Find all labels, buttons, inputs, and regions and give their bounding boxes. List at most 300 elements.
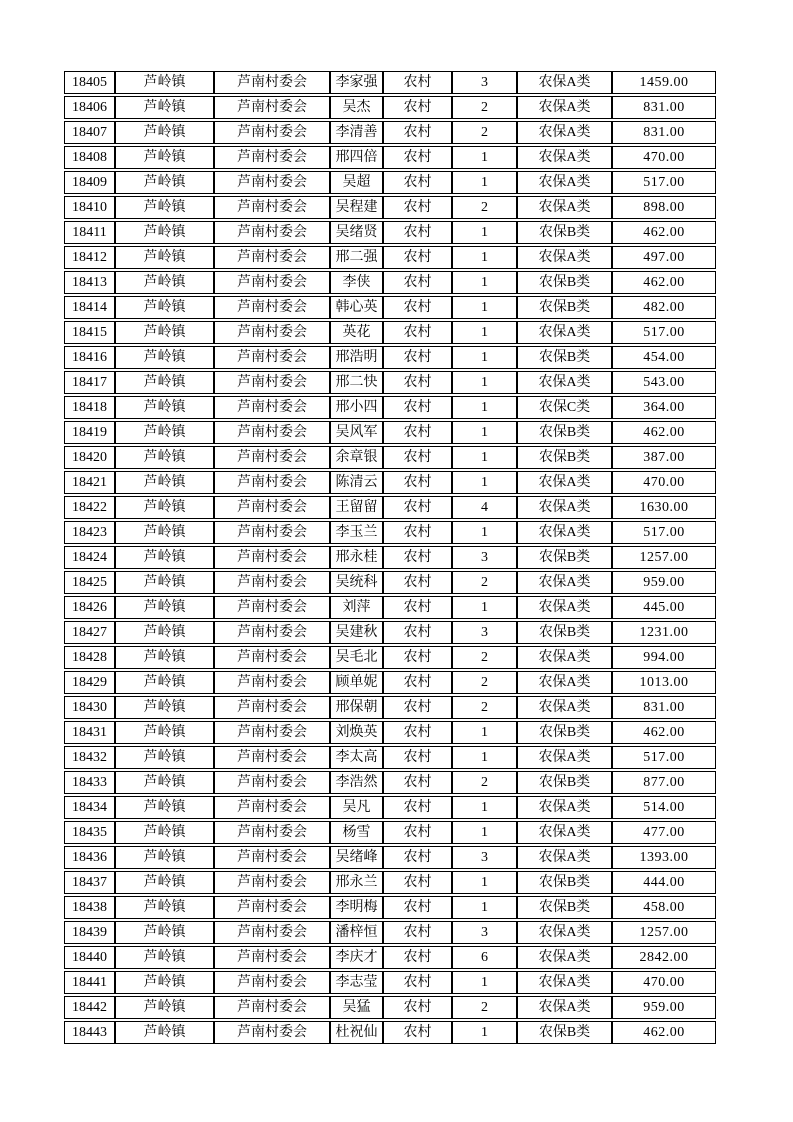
table-row bbox=[64, 221, 716, 244]
cell-person-count: 2 bbox=[452, 671, 517, 694]
cell-town: 芦岭镇 bbox=[115, 321, 214, 344]
cell-amount: 458.00 bbox=[612, 896, 716, 919]
cell-person-count: 3 bbox=[452, 846, 517, 869]
cell-town: 芦岭镇 bbox=[115, 571, 214, 594]
cell-insurance-category: 农保B类 bbox=[517, 271, 612, 294]
cell-person-name: 刘萍 bbox=[330, 596, 383, 619]
cell-record-id: 18416 bbox=[64, 346, 115, 369]
cell-amount: 462.00 bbox=[612, 721, 716, 744]
cell-insurance-category: 农保A类 bbox=[517, 746, 612, 769]
cell-residence-type: 农村 bbox=[383, 846, 452, 869]
cell-residence-type: 农村 bbox=[383, 146, 452, 169]
cell-person-count: 1 bbox=[452, 421, 517, 444]
cell-person-count: 1 bbox=[452, 1021, 517, 1044]
table-row bbox=[64, 421, 716, 444]
cell-person-name: 李庆才 bbox=[330, 946, 383, 969]
cell-town: 芦岭镇 bbox=[115, 696, 214, 719]
table-row bbox=[64, 771, 716, 794]
cell-insurance-category: 农保B类 bbox=[517, 221, 612, 244]
cell-residence-type: 农村 bbox=[383, 421, 452, 444]
cell-residence-type: 农村 bbox=[383, 946, 452, 969]
cell-insurance-category: 农保A类 bbox=[517, 971, 612, 994]
cell-person-name: 吴猛 bbox=[330, 996, 383, 1019]
cell-insurance-category: 农保B类 bbox=[517, 346, 612, 369]
cell-village-committee: 芦南村委会 bbox=[214, 296, 330, 319]
cell-village-committee: 芦南村委会 bbox=[214, 796, 330, 819]
cell-insurance-category: 农保C类 bbox=[517, 396, 612, 419]
cell-village-committee: 芦南村委会 bbox=[214, 671, 330, 694]
table-row bbox=[64, 821, 716, 844]
cell-village-committee: 芦南村委会 bbox=[214, 1021, 330, 1044]
cell-village-committee: 芦南村委会 bbox=[214, 871, 330, 894]
cell-insurance-category: 农保A类 bbox=[517, 921, 612, 944]
cell-amount: 477.00 bbox=[612, 821, 716, 844]
cell-village-committee: 芦南村委会 bbox=[214, 696, 330, 719]
cell-amount: 898.00 bbox=[612, 196, 716, 219]
table-row bbox=[64, 96, 716, 119]
cell-town: 芦岭镇 bbox=[115, 221, 214, 244]
cell-person-name: 李太高 bbox=[330, 746, 383, 769]
cell-person-name: 吴建秋 bbox=[330, 621, 383, 644]
cell-village-committee: 芦南村委会 bbox=[214, 496, 330, 519]
table-row bbox=[64, 171, 716, 194]
table-row bbox=[64, 546, 716, 569]
cell-insurance-category: 农保A类 bbox=[517, 671, 612, 694]
cell-residence-type: 农村 bbox=[383, 796, 452, 819]
cell-amount: 1257.00 bbox=[612, 546, 716, 569]
cell-insurance-category: 农保A类 bbox=[517, 996, 612, 1019]
cell-person-count: 1 bbox=[452, 321, 517, 344]
cell-amount: 959.00 bbox=[612, 571, 716, 594]
cell-person-count: 1 bbox=[452, 596, 517, 619]
cell-amount: 2842.00 bbox=[612, 946, 716, 969]
cell-residence-type: 农村 bbox=[383, 996, 452, 1019]
cell-person-count: 1 bbox=[452, 896, 517, 919]
cell-person-count: 2 bbox=[452, 121, 517, 144]
cell-insurance-category: 农保A类 bbox=[517, 171, 612, 194]
table-row bbox=[64, 446, 716, 469]
cell-person-count: 2 bbox=[452, 996, 517, 1019]
cell-person-count: 2 bbox=[452, 646, 517, 669]
cell-amount: 1231.00 bbox=[612, 621, 716, 644]
cell-record-id: 18405 bbox=[64, 71, 115, 94]
cell-residence-type: 农村 bbox=[383, 396, 452, 419]
cell-record-id: 18422 bbox=[64, 496, 115, 519]
cell-village-committee: 芦南村委会 bbox=[214, 246, 330, 269]
cell-village-committee: 芦南村委会 bbox=[214, 146, 330, 169]
cell-insurance-category: 农保A类 bbox=[517, 246, 612, 269]
cell-insurance-category: 农保B类 bbox=[517, 771, 612, 794]
cell-amount: 514.00 bbox=[612, 796, 716, 819]
table-row bbox=[64, 596, 716, 619]
cell-person-name: 李明梅 bbox=[330, 896, 383, 919]
cell-village-committee: 芦南村委会 bbox=[214, 971, 330, 994]
cell-person-count: 1 bbox=[452, 296, 517, 319]
cell-town: 芦岭镇 bbox=[115, 421, 214, 444]
cell-insurance-category: 农保B类 bbox=[517, 1021, 612, 1044]
cell-town: 芦岭镇 bbox=[115, 521, 214, 544]
cell-person-count: 1 bbox=[452, 871, 517, 894]
cell-insurance-category: 农保A类 bbox=[517, 596, 612, 619]
cell-town: 芦岭镇 bbox=[115, 896, 214, 919]
table-row bbox=[64, 196, 716, 219]
cell-person-count: 2 bbox=[452, 771, 517, 794]
cell-person-count: 1 bbox=[452, 271, 517, 294]
cell-village-committee: 芦南村委会 bbox=[214, 346, 330, 369]
cell-person-name: 吴杰 bbox=[330, 96, 383, 119]
cell-town: 芦岭镇 bbox=[115, 746, 214, 769]
cell-village-committee: 芦南村委会 bbox=[214, 771, 330, 794]
cell-insurance-category: 农保B类 bbox=[517, 446, 612, 469]
cell-record-id: 18424 bbox=[64, 546, 115, 569]
cell-insurance-category: 农保A类 bbox=[517, 96, 612, 119]
table-row bbox=[64, 571, 716, 594]
cell-residence-type: 农村 bbox=[383, 446, 452, 469]
cell-person-count: 1 bbox=[452, 346, 517, 369]
cell-insurance-category: 农保A类 bbox=[517, 71, 612, 94]
cell-town: 芦岭镇 bbox=[115, 871, 214, 894]
cell-village-committee: 芦南村委会 bbox=[214, 896, 330, 919]
cell-village-committee: 芦南村委会 bbox=[214, 96, 330, 119]
cell-amount: 454.00 bbox=[612, 346, 716, 369]
table-row bbox=[64, 721, 716, 744]
cell-town: 芦岭镇 bbox=[115, 371, 214, 394]
cell-person-name: 邢小四 bbox=[330, 396, 383, 419]
table-row bbox=[64, 246, 716, 269]
cell-person-count: 1 bbox=[452, 796, 517, 819]
cell-village-committee: 芦南村委会 bbox=[214, 471, 330, 494]
cell-person-name: 吴超 bbox=[330, 171, 383, 194]
cell-amount: 462.00 bbox=[612, 421, 716, 444]
cell-person-name: 邢浩明 bbox=[330, 346, 383, 369]
cell-town: 芦岭镇 bbox=[115, 621, 214, 644]
cell-record-id: 18413 bbox=[64, 271, 115, 294]
table-row bbox=[64, 271, 716, 294]
cell-record-id: 18441 bbox=[64, 971, 115, 994]
cell-person-count: 2 bbox=[452, 96, 517, 119]
cell-person-count: 1 bbox=[452, 396, 517, 419]
cell-residence-type: 农村 bbox=[383, 346, 452, 369]
cell-person-count: 1 bbox=[452, 221, 517, 244]
cell-town: 芦岭镇 bbox=[115, 921, 214, 944]
cell-amount: 994.00 bbox=[612, 646, 716, 669]
cell-person-name: 吴统科 bbox=[330, 571, 383, 594]
cell-person-count: 3 bbox=[452, 621, 517, 644]
cell-residence-type: 农村 bbox=[383, 371, 452, 394]
table-row bbox=[64, 696, 716, 719]
table-row bbox=[64, 621, 716, 644]
cell-village-committee: 芦南村委会 bbox=[214, 821, 330, 844]
cell-amount: 364.00 bbox=[612, 396, 716, 419]
cell-insurance-category: 农保A类 bbox=[517, 521, 612, 544]
table-row bbox=[64, 346, 716, 369]
cell-residence-type: 农村 bbox=[383, 246, 452, 269]
cell-person-name: 吴风军 bbox=[330, 421, 383, 444]
cell-amount: 1013.00 bbox=[612, 671, 716, 694]
cell-village-committee: 芦南村委会 bbox=[214, 746, 330, 769]
cell-residence-type: 农村 bbox=[383, 646, 452, 669]
cell-insurance-category: 农保A类 bbox=[517, 196, 612, 219]
cell-record-id: 18411 bbox=[64, 221, 115, 244]
cell-amount: 1257.00 bbox=[612, 921, 716, 944]
cell-person-count: 3 bbox=[452, 921, 517, 944]
cell-town: 芦岭镇 bbox=[115, 671, 214, 694]
cell-amount: 517.00 bbox=[612, 521, 716, 544]
cell-residence-type: 农村 bbox=[383, 271, 452, 294]
cell-town: 芦岭镇 bbox=[115, 546, 214, 569]
cell-residence-type: 农村 bbox=[383, 521, 452, 544]
cell-record-id: 18417 bbox=[64, 371, 115, 394]
cell-record-id: 18433 bbox=[64, 771, 115, 794]
cell-record-id: 18438 bbox=[64, 896, 115, 919]
cell-record-id: 18415 bbox=[64, 321, 115, 344]
table-row bbox=[64, 146, 716, 169]
cell-person-count: 1 bbox=[452, 971, 517, 994]
cell-town: 芦岭镇 bbox=[115, 396, 214, 419]
cell-insurance-category: 农保A类 bbox=[517, 146, 612, 169]
cell-person-count: 1 bbox=[452, 821, 517, 844]
cell-insurance-category: 农保A类 bbox=[517, 796, 612, 819]
cell-insurance-category: 农保A类 bbox=[517, 946, 612, 969]
cell-residence-type: 农村 bbox=[383, 596, 452, 619]
cell-person-count: 1 bbox=[452, 371, 517, 394]
cell-insurance-category: 农保A类 bbox=[517, 821, 612, 844]
cell-record-id: 18420 bbox=[64, 446, 115, 469]
cell-town: 芦岭镇 bbox=[115, 71, 214, 94]
table-row bbox=[64, 846, 716, 869]
cell-person-name: 杜祝仙 bbox=[330, 1021, 383, 1044]
cell-person-count: 6 bbox=[452, 946, 517, 969]
cell-record-id: 18428 bbox=[64, 646, 115, 669]
cell-town: 芦岭镇 bbox=[115, 971, 214, 994]
cell-town: 芦岭镇 bbox=[115, 846, 214, 869]
cell-residence-type: 农村 bbox=[383, 671, 452, 694]
cell-person-count: 1 bbox=[452, 721, 517, 744]
cell-person-count: 1 bbox=[452, 171, 517, 194]
cell-record-id: 18419 bbox=[64, 421, 115, 444]
table-row bbox=[64, 746, 716, 769]
cell-person-name: 邢永兰 bbox=[330, 871, 383, 894]
cell-town: 芦岭镇 bbox=[115, 996, 214, 1019]
cell-person-count: 3 bbox=[452, 71, 517, 94]
cell-record-id: 18435 bbox=[64, 821, 115, 844]
cell-village-committee: 芦南村委会 bbox=[214, 171, 330, 194]
cell-town: 芦岭镇 bbox=[115, 496, 214, 519]
cell-village-committee: 芦南村委会 bbox=[214, 446, 330, 469]
cell-record-id: 18408 bbox=[64, 146, 115, 169]
cell-record-id: 18440 bbox=[64, 946, 115, 969]
cell-town: 芦岭镇 bbox=[115, 296, 214, 319]
cell-town: 芦岭镇 bbox=[115, 946, 214, 969]
cell-person-count: 1 bbox=[452, 746, 517, 769]
cell-residence-type: 农村 bbox=[383, 71, 452, 94]
cell-person-count: 2 bbox=[452, 196, 517, 219]
cell-residence-type: 农村 bbox=[383, 896, 452, 919]
cell-person-name: 邢四倍 bbox=[330, 146, 383, 169]
cell-amount: 1459.00 bbox=[612, 71, 716, 94]
cell-amount: 543.00 bbox=[612, 371, 716, 394]
table-row bbox=[64, 321, 716, 344]
table-row bbox=[64, 496, 716, 519]
table-row bbox=[64, 871, 716, 894]
cell-village-committee: 芦南村委会 bbox=[214, 571, 330, 594]
cell-amount: 462.00 bbox=[612, 1021, 716, 1044]
cell-record-id: 18414 bbox=[64, 296, 115, 319]
cell-person-name: 邢二快 bbox=[330, 371, 383, 394]
cell-town: 芦岭镇 bbox=[115, 246, 214, 269]
cell-amount: 444.00 bbox=[612, 871, 716, 894]
cell-village-committee: 芦南村委会 bbox=[214, 121, 330, 144]
cell-village-committee: 芦南村委会 bbox=[214, 196, 330, 219]
cell-amount: 470.00 bbox=[612, 971, 716, 994]
cell-residence-type: 农村 bbox=[383, 171, 452, 194]
cell-amount: 445.00 bbox=[612, 596, 716, 619]
cell-person-name: 吴毛北 bbox=[330, 646, 383, 669]
cell-person-count: 2 bbox=[452, 571, 517, 594]
cell-person-name: 李玉兰 bbox=[330, 521, 383, 544]
cell-residence-type: 农村 bbox=[383, 221, 452, 244]
cell-record-id: 18407 bbox=[64, 121, 115, 144]
cell-amount: 1630.00 bbox=[612, 496, 716, 519]
cell-residence-type: 农村 bbox=[383, 921, 452, 944]
cell-insurance-category: 农保B类 bbox=[517, 296, 612, 319]
cell-record-id: 18437 bbox=[64, 871, 115, 894]
cell-village-committee: 芦南村委会 bbox=[214, 721, 330, 744]
cell-person-name: 潘梓恒 bbox=[330, 921, 383, 944]
cell-residence-type: 农村 bbox=[383, 321, 452, 344]
cell-insurance-category: 农保A类 bbox=[517, 121, 612, 144]
cell-insurance-category: 农保B类 bbox=[517, 421, 612, 444]
cell-residence-type: 农村 bbox=[383, 871, 452, 894]
cell-record-id: 18425 bbox=[64, 571, 115, 594]
cell-person-count: 1 bbox=[452, 146, 517, 169]
cell-amount: 517.00 bbox=[612, 321, 716, 344]
cell-village-committee: 芦南村委会 bbox=[214, 921, 330, 944]
record-table-body bbox=[64, 71, 716, 1044]
cell-record-id: 18423 bbox=[64, 521, 115, 544]
cell-person-name: 吴程建 bbox=[330, 196, 383, 219]
cell-village-committee: 芦南村委会 bbox=[214, 396, 330, 419]
cell-residence-type: 农村 bbox=[383, 746, 452, 769]
table-row bbox=[64, 971, 716, 994]
cell-person-name: 王留留 bbox=[330, 496, 383, 519]
cell-residence-type: 农村 bbox=[383, 196, 452, 219]
cell-person-count: 1 bbox=[452, 521, 517, 544]
cell-insurance-category: 农保B类 bbox=[517, 721, 612, 744]
cell-residence-type: 农村 bbox=[383, 1021, 452, 1044]
table-row bbox=[64, 71, 716, 94]
cell-record-id: 18412 bbox=[64, 246, 115, 269]
cell-residence-type: 农村 bbox=[383, 471, 452, 494]
cell-insurance-category: 农保A类 bbox=[517, 571, 612, 594]
table-row bbox=[64, 521, 716, 544]
table-row bbox=[64, 296, 716, 319]
cell-person-count: 1 bbox=[452, 471, 517, 494]
cell-residence-type: 农村 bbox=[383, 821, 452, 844]
cell-residence-type: 农村 bbox=[383, 296, 452, 319]
cell-record-id: 18409 bbox=[64, 171, 115, 194]
cell-person-name: 顾单妮 bbox=[330, 671, 383, 694]
table-row bbox=[64, 1021, 716, 1044]
cell-residence-type: 农村 bbox=[383, 96, 452, 119]
cell-village-committee: 芦南村委会 bbox=[214, 546, 330, 569]
cell-person-count: 2 bbox=[452, 696, 517, 719]
cell-person-count: 4 bbox=[452, 496, 517, 519]
cell-amount: 831.00 bbox=[612, 96, 716, 119]
cell-record-id: 18429 bbox=[64, 671, 115, 694]
cell-record-id: 18443 bbox=[64, 1021, 115, 1044]
cell-town: 芦岭镇 bbox=[115, 346, 214, 369]
cell-town: 芦岭镇 bbox=[115, 121, 214, 144]
cell-record-id: 18442 bbox=[64, 996, 115, 1019]
cell-residence-type: 农村 bbox=[383, 121, 452, 144]
cell-residence-type: 农村 bbox=[383, 621, 452, 644]
cell-village-committee: 芦南村委会 bbox=[214, 521, 330, 544]
cell-person-name: 杨雪 bbox=[330, 821, 383, 844]
cell-person-name: 吴绪峰 bbox=[330, 846, 383, 869]
table-row bbox=[64, 646, 716, 669]
cell-record-id: 18406 bbox=[64, 96, 115, 119]
table-row bbox=[64, 396, 716, 419]
cell-record-id: 18436 bbox=[64, 846, 115, 869]
cell-town: 芦岭镇 bbox=[115, 596, 214, 619]
cell-residence-type: 农村 bbox=[383, 721, 452, 744]
cell-town: 芦岭镇 bbox=[115, 721, 214, 744]
cell-person-name: 吴凡 bbox=[330, 796, 383, 819]
cell-insurance-category: 农保A类 bbox=[517, 321, 612, 344]
cell-town: 芦岭镇 bbox=[115, 446, 214, 469]
cell-person-name: 韩心英 bbox=[330, 296, 383, 319]
cell-amount: 387.00 bbox=[612, 446, 716, 469]
cell-person-name: 李家强 bbox=[330, 71, 383, 94]
cell-insurance-category: 农保A类 bbox=[517, 371, 612, 394]
table-row bbox=[64, 946, 716, 969]
table-row bbox=[64, 121, 716, 144]
cell-record-id: 18418 bbox=[64, 396, 115, 419]
cell-person-name: 李侠 bbox=[330, 271, 383, 294]
cell-village-committee: 芦南村委会 bbox=[214, 946, 330, 969]
cell-amount: 517.00 bbox=[612, 746, 716, 769]
cell-residence-type: 农村 bbox=[383, 496, 452, 519]
cell-residence-type: 农村 bbox=[383, 546, 452, 569]
cell-town: 芦岭镇 bbox=[115, 821, 214, 844]
cell-town: 芦岭镇 bbox=[115, 171, 214, 194]
cell-record-id: 18410 bbox=[64, 196, 115, 219]
cell-residence-type: 农村 bbox=[383, 771, 452, 794]
cell-person-name: 吴绪贤 bbox=[330, 221, 383, 244]
cell-amount: 877.00 bbox=[612, 771, 716, 794]
cell-record-id: 18426 bbox=[64, 596, 115, 619]
cell-amount: 497.00 bbox=[612, 246, 716, 269]
cell-town: 芦岭镇 bbox=[115, 96, 214, 119]
cell-person-name: 李清善 bbox=[330, 121, 383, 144]
cell-amount: 462.00 bbox=[612, 221, 716, 244]
cell-person-name: 邢二强 bbox=[330, 246, 383, 269]
cell-village-committee: 芦南村委会 bbox=[214, 71, 330, 94]
cell-residence-type: 农村 bbox=[383, 696, 452, 719]
table-row bbox=[64, 671, 716, 694]
cell-town: 芦岭镇 bbox=[115, 471, 214, 494]
cell-insurance-category: 农保A类 bbox=[517, 496, 612, 519]
cell-person-count: 1 bbox=[452, 246, 517, 269]
cell-village-committee: 芦南村委会 bbox=[214, 646, 330, 669]
cell-insurance-category: 农保A类 bbox=[517, 696, 612, 719]
cell-amount: 462.00 bbox=[612, 271, 716, 294]
cell-insurance-category: 农保B类 bbox=[517, 546, 612, 569]
cell-person-name: 邢永桂 bbox=[330, 546, 383, 569]
table-row bbox=[64, 921, 716, 944]
cell-insurance-category: 农保A类 bbox=[517, 471, 612, 494]
